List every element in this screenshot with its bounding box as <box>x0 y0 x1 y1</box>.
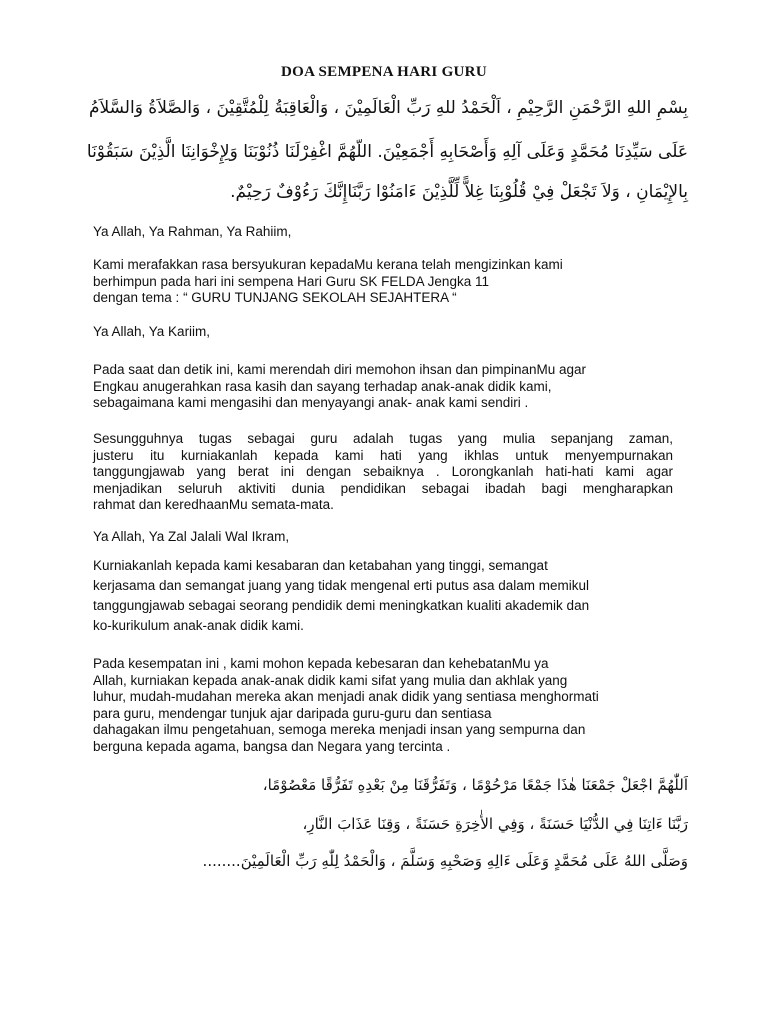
paragraph-line: Kurniakanlah kepada kami kesabaran dan ketabahan yang tinggi, semangat <box>93 558 548 573</box>
paragraph-line: luhur, mudah-mudahan mereka akan menjadi anak didik yang sentiasa menghormati <box>93 689 599 704</box>
paragraph-line: tanggungjawab yang berat ini dengan sebaiknya . Lorongkanlah hati-hati kami agar <box>93 464 673 479</box>
paragraph-line: dahagakan ilmu pengetahuan, semoga mereka menjadi insan yang sempurna dan <box>93 722 586 737</box>
paragraph-line: para guru, mendengar tunjuk ajar daripada guru-guru dan sentiasa <box>93 705 492 721</box>
paragraph-invocation-kariim <box>93 324 673 341</box>
paragraph-line: Engkau anugerahkan rasa kasih dan sayang terhadap anak-anak didik kami, <box>93 378 552 394</box>
closing-arabic-line-2: رَبَّنَا ءَاتِنَا فِي الدُّنْيَا حَسَنَةً ، وَفِي الأٰخِرَةِ حَسَنَةً ، وَقِنَا عَذَابَ النَّارِ، <box>302 815 688 833</box>
paragraph-line: tanggungjawab sebagai seorang pendidik demi meningkatkan kualiti akademik dan <box>93 598 590 613</box>
paragraph-gratitude <box>93 257 673 307</box>
paragraph-line: Pada kesempatan ini , kami mohon kepada kebesaran dan kehebatanMu ya <box>93 656 549 671</box>
paragraph-line: justeru itu kurniakanlah kepada kami hati yang ikhlas untuk menyempurnakan <box>93 447 673 463</box>
paragraph-teacher-duty <box>93 431 673 514</box>
paragraph-line: kerjasama dan semangat juang yang tidak mengenal erti putus asa dalam memikul <box>93 578 590 593</box>
paragraph-line: menjadikan seluruh aktiviti dunia pendidikan sebagai ibadah bagi mengharapkan <box>93 480 673 496</box>
paragraph-line: dengan tema : “ GURU TUNJANG SEKOLAH SEJAHTERA “ <box>93 290 457 305</box>
closing-arabic-line-3: وَصَلَّى اللهُ عَلَى مُحَمَّدٍ وَعَلَى ءَالِهِ وَصَحْبِهِ وَسَلَّمَ ، وَالْحَمْدُ لِلّٰهِ رَبِّ الْعَالَمِيْنَ........ <box>202 852 688 870</box>
paragraph-line: Pada saat dan detik ini, kami merendah diri memohon ihsan dan pimpinanMu agar <box>93 362 587 377</box>
paragraph-line: Ya Allah, Ya Zal Jalali Wal Ikram, <box>93 529 290 544</box>
paragraph-line: berguna kepada agama, bangsa dan Negara yang tercinta . <box>93 738 451 754</box>
paragraph-line: Ya Allah, Ya Rahman, Ya Rahiim, <box>93 224 292 239</box>
paragraph-line: Sesungguhnya tugas sebagai guru adalah tugas yang mulia sepanjang zaman, <box>93 431 673 446</box>
page-title: DOA SEMPENA HARI GURU <box>281 64 487 80</box>
paragraph-students <box>93 656 673 755</box>
opening-arabic-line-1: بِسْمِ اللهِ الرَّحْمَنِ الرَّحِيْمِ ، اَلْحَمْدُ للهِ رَبِّ الْعَالَمِيْنَ ، وَالْعَاقِبَةُ لِلْمُتَّقِيْنَ ، وَالصَّلاَةُ وَالسَّلاَمُ <box>88 98 688 118</box>
paragraph-line: berhimpun pada hari ini sempena Hari Guru SK FELDA Jengka 11 <box>93 273 489 289</box>
paragraph-line: ko-kurikulum anak-anak didik kami. <box>93 618 304 633</box>
opening-arabic-line-2: عَلَى سَيِّدِنَا مُحَمَّدٍ وَعَلَى آلِهِ وَأَصْحَابِهِ أَجْمَعِيْنَ. اللّهُمَّ اغْفِرْلَنَا ذُنُوْبَنَا وَلِإِخْوَانِنَا الَّذِيْنَ سَبَقُوْنَا <box>86 142 688 162</box>
paragraph-line: Allah, kurniakan kepada anak-anak didik kami sifat yang mulia dan akhlak yang <box>93 672 568 688</box>
opening-arabic-line-3: بِالإِيْمَانِ ، وَلاَ تَجْعَلْ فِيْ قُلُوْبِنَا غِلاًّ لِّلَّذِيْنَ ءَامَنُوْا رَبَّنَاإِنَّكَ رَءُوْفٌ رَحِيْمٌ. <box>230 182 688 202</box>
paragraph-line: Kami merafakkan rasa bersyukuran kepadaMu kerana telah mengizinkan kami <box>93 257 563 272</box>
paragraph-invocation-ikram <box>93 529 673 546</box>
paragraph-patience <box>93 556 673 636</box>
paragraph-line: rahmat dan keredhaanMu semata-mata. <box>93 497 334 512</box>
paragraph-line: sebagaimana kami mengasihi dan menyayangi anak- anak kami sendiri . <box>93 395 529 410</box>
paragraph-line: Ya Allah, Ya Kariim, <box>93 324 211 339</box>
paragraph-plea-compassion <box>93 362 673 412</box>
paragraph-invocation-rahman <box>93 224 673 241</box>
closing-arabic-line-1: اَللّٰهُمَّ اجْعَلْ جَمْعَنَا هٰذَا جَمْعًا مَرْحُوْمًا ، وَتَفَرُّقَنَا مِنْ بَعْدِهِ تَفَرُّقًا مَعْصُوْمًا، <box>262 776 688 794</box>
